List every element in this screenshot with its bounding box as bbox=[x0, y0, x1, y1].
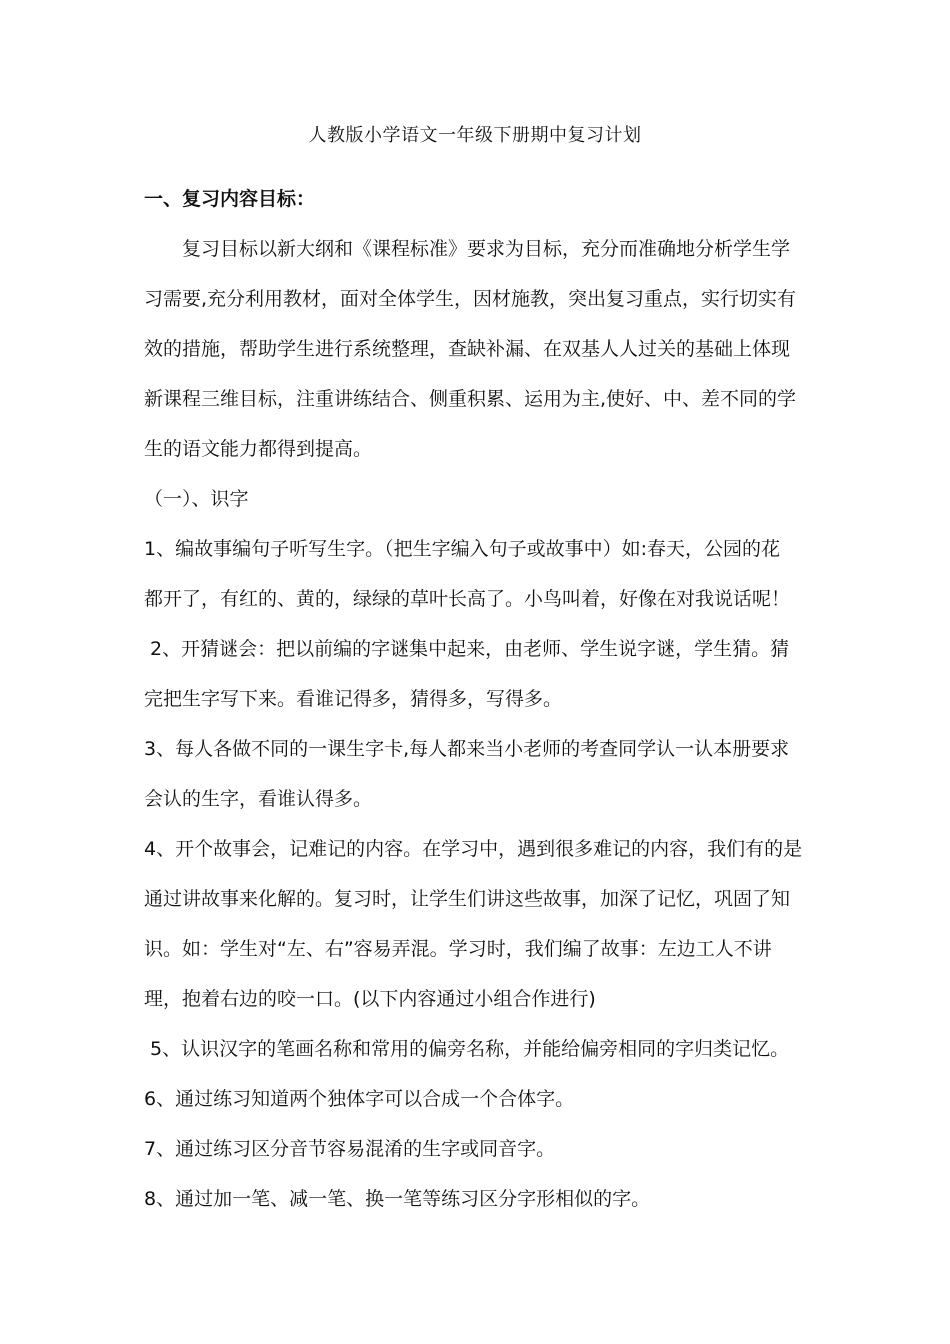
paragraph-line: 习需要,充分利用教材，面对全体学生，因材施教，突出复习重点，实行切实有 bbox=[144, 288, 797, 310]
paragraph-line: 生的语文能力都得到提高。 bbox=[144, 438, 373, 460]
list-item-line: 都开了，有红的、黄的，绿绿的草叶长高了。小鸟叫着，好像在对我说话呢！ bbox=[144, 588, 791, 610]
list-item-line: 3、每人各做不同的一课生字卡,每人都来当小老师的考查同学认一认本册要求 bbox=[144, 738, 790, 760]
list-item-line: 6、通过练习知道两个独体字可以合成一个合体字。 bbox=[144, 1088, 575, 1110]
list-item-line: 5、认识汉字的笔画名称和常用的偏旁名称，并能给偏旁相同的字归类记忆。 bbox=[150, 1038, 790, 1060]
list-item-line: 7、通过练习区分音节容易混淆的生字或同音字。 bbox=[144, 1138, 556, 1160]
list-item-line: 1、编故事编句子听写生字。（把生字编入句子或故事中）如:春天，公园的花 bbox=[144, 538, 780, 560]
list-item-line: 4、开个故事会，记难记的内容。在学习中，遇到很多难记的内容，我们有的是 bbox=[144, 838, 803, 860]
list-item-line: 通过讲故事来化解的。复习时，让学生们讲这些故事，加深了记忆，巩固了知 bbox=[144, 888, 791, 910]
list-item-line: 完把生字写下来。看谁记得多，猜得多，写得多。 bbox=[144, 688, 563, 710]
section-heading: 一、复习内容目标： bbox=[144, 188, 316, 210]
list-item-line: 8、通过加一笔、减一笔、换一笔等练习区分字形相似的字。 bbox=[144, 1188, 651, 1210]
subsection-heading: （一）、识字 bbox=[144, 488, 249, 510]
list-item-line: 理，抱着右边的咬一口。(以下内容通过小组合作进行) bbox=[144, 988, 596, 1010]
paragraph-line: 效的措施，帮助学生进行系统整理，查缺补漏、在双基人人过关的基础上体现 bbox=[144, 338, 791, 360]
list-item-line: 会认的生字，看谁认得多。 bbox=[144, 788, 373, 810]
list-item-line: 2、开猜谜会：把以前编的字谜集中起来，由老师、学生说字谜，学生猜。猜 bbox=[150, 638, 790, 660]
document-title: 人教版小学语文一年级下册期中复习计划 bbox=[308, 125, 642, 146]
paragraph-line: 新课程三维目标，注重讲练结合、侧重积累、运用为主,使好、中、差不同的学 bbox=[144, 388, 797, 410]
list-item-line: 识。如：学生对“左、右”容易弄混。学习时，我们编了故事：左边工人不讲 bbox=[144, 938, 772, 960]
paragraph-line: 复习目标以新大纲和《课程标准》要求为目标，充分而准确地分析学生学 bbox=[182, 238, 791, 260]
